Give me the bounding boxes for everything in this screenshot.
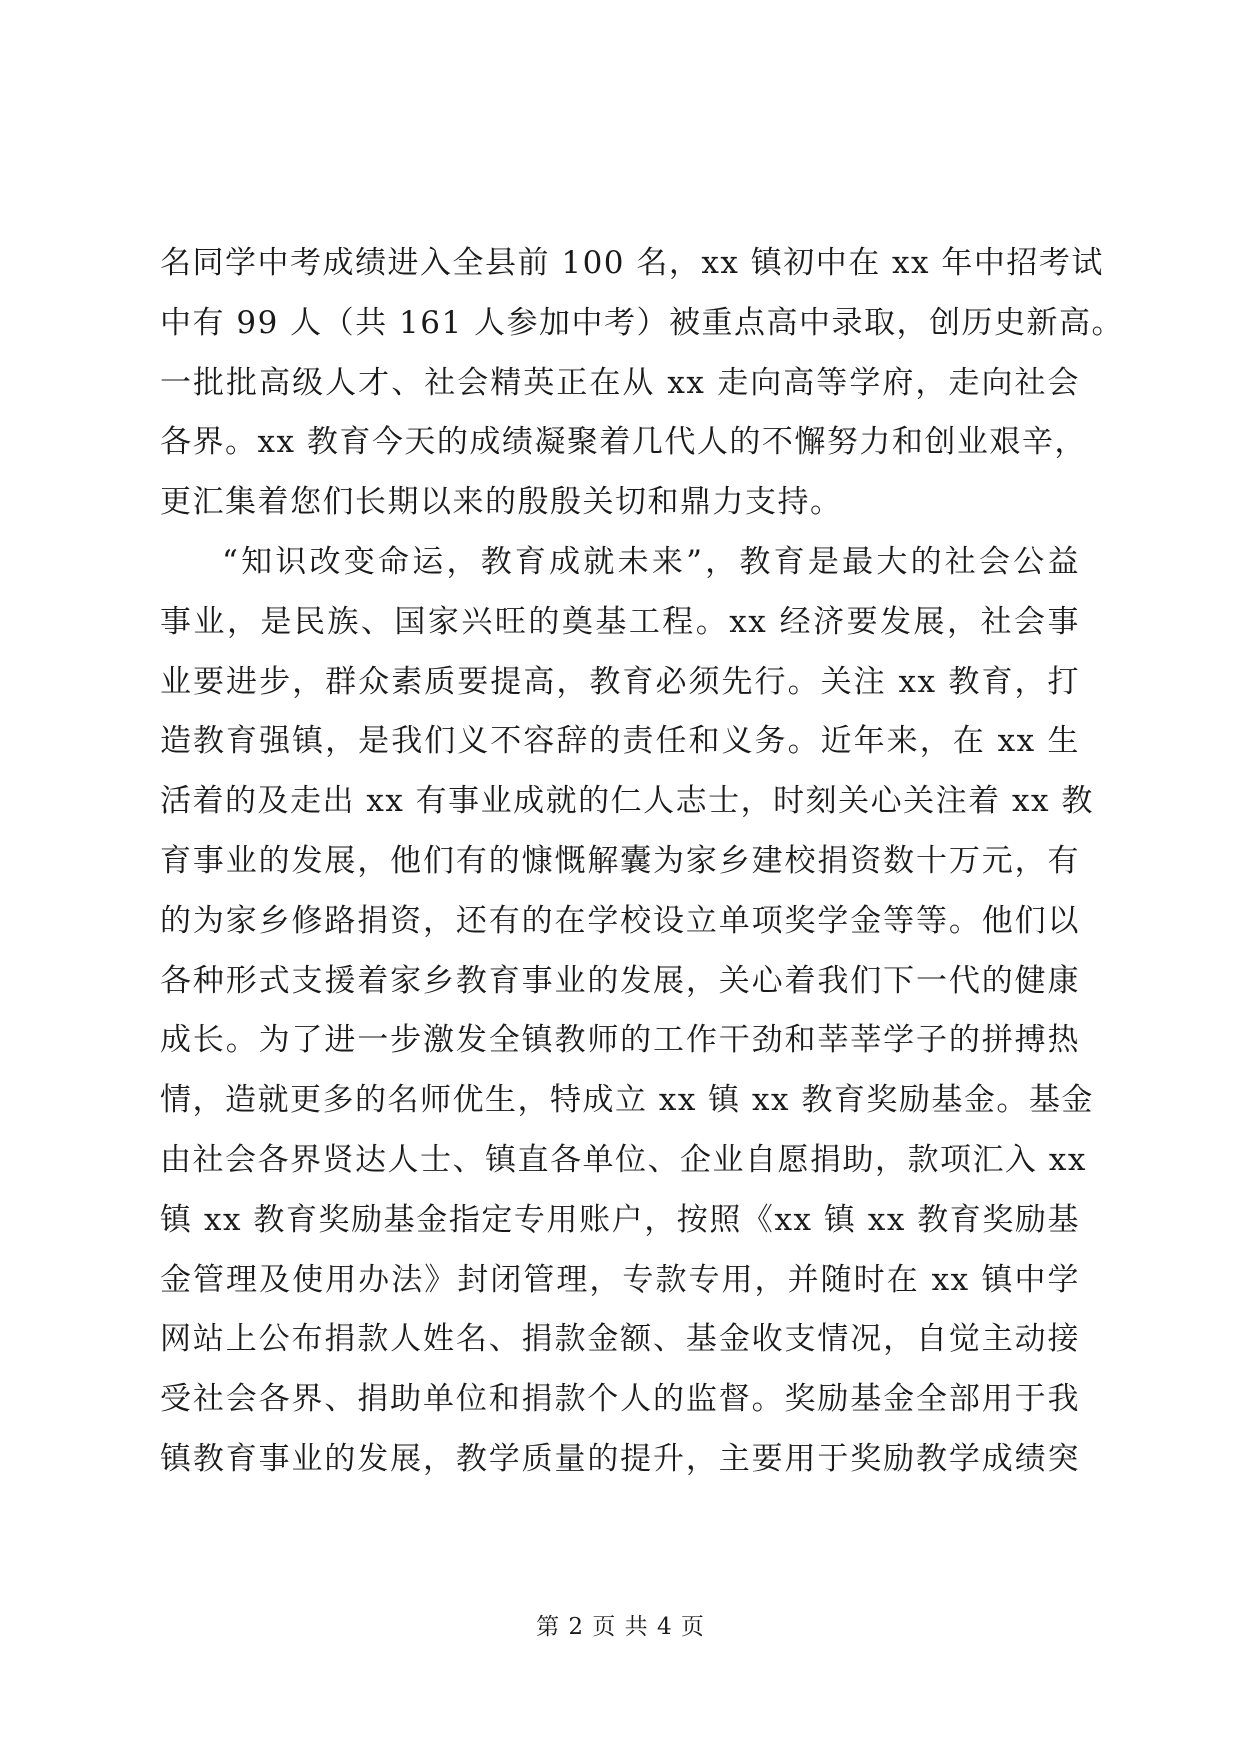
text-line: 金管理及使用办法》封闭管理，专款专用，并随时在 xx 镇中学 — [160, 1261, 1080, 1298]
text-line: 由社会各界贤达人士、镇直各单位、企业自愿捐助，款项汇入 xx — [160, 1141, 1087, 1178]
text-line: 成长。为了进一步激发全镇教师的工作干劲和莘莘学子的拼搏热 — [160, 1022, 1080, 1059]
text-line: 网站上公布捐款人姓名、捐款金额、基金收支情况，自觉主动接 — [160, 1321, 1080, 1358]
text-line: 更汇集着您们长期以来的殷殷关切和鼎力支持。 — [160, 484, 843, 521]
text-line: “知识改变命运，教育成就未来”，教育是最大的社会公益 — [222, 543, 1080, 580]
text-line: 镇教育事业的发展，教学质量的提升，主要用于奖励教学成绩突 — [160, 1440, 1080, 1477]
text-line: 活着的及走出 xx 有事业成就的仁人志士，时刻关心关注着 xx 教 — [160, 783, 1094, 820]
text-line: 各种形式支援着家乡教育事业的发展，关心着我们下一代的健康 — [160, 962, 1080, 999]
paragraph-2 — [160, 533, 1094, 1490]
text-line: 名同学中考成绩进入全县前 100 名，xx 镇初中在 xx 年中招考试 — [160, 245, 1104, 281]
text-line: 业要进步，群众素质要提高，教育必须先行。关注 xx 教育，打 — [160, 663, 1080, 700]
text-line: 受社会各界、捐助单位和捐款个人的监督。奖励基金全部用于我 — [160, 1381, 1080, 1418]
text-line: 各界。xx 教育今天的成绩凝聚着几代人的不懈努力和创业艰辛， — [160, 424, 1087, 461]
text-line: 事业，是民族、国家兴旺的奠基工程。xx 经济要发展，社会事 — [160, 603, 1080, 640]
text-line: 一批批高级人才、社会精英正在从 xx 走向高等学府，走向社会 — [160, 364, 1080, 401]
text-line: 情，造就更多的名师优生，特成立 xx 镇 xx 教育奖励基金。基金 — [160, 1082, 1094, 1119]
text-line: 造教育强镇，是我们义不容辞的责任和义务。近年来，在 xx 生 — [160, 723, 1080, 760]
text-line: 镇 xx 教育奖励基金指定专用账户，按照《xx 镇 xx 教育奖励基 — [160, 1201, 1080, 1238]
paragraph-1 — [160, 234, 1125, 533]
text-line: 中有 99 人（共 161 人参加中考）被重点高中录取，创历史新高。 — [160, 304, 1125, 341]
text-line: 的为家乡修路捐资，还有的在学校设立单项奖学金等等。他们以 — [160, 902, 1080, 939]
text-line: 育事业的发展，他们有的慷慨解囊为家乡建校捐资数十万元，有 — [160, 842, 1080, 879]
page-number: 第 2 页 共 4 页 — [536, 1614, 705, 1640]
document-body — [160, 234, 1125, 1490]
